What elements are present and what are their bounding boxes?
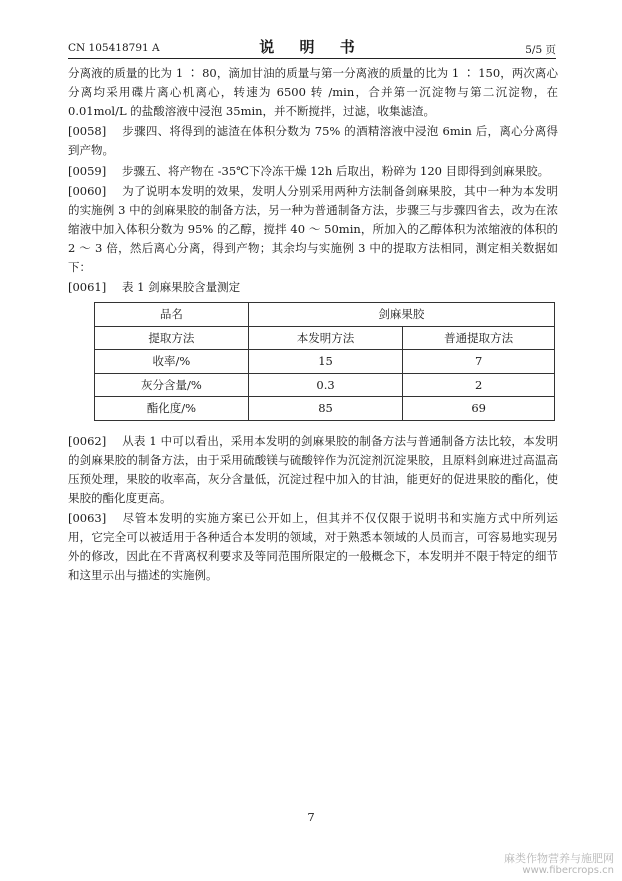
table-cell: 7 xyxy=(403,350,555,374)
page-header xyxy=(68,36,556,59)
paragraph-text: 步骤五、将产物在 -35℃下冷冻干燥 12h 后取出，粉碎为 120 目即得到剑麻果胶。 xyxy=(122,163,550,178)
page-indicator: 5/5 页 xyxy=(525,44,556,56)
table-cell: 收率/% xyxy=(95,350,249,374)
table-cell: 85 xyxy=(248,397,403,421)
paragraph-0060 xyxy=(68,182,558,277)
table-row xyxy=(95,303,555,327)
paragraph-text: 尽管本发明的实施方案已公开如上，但其并不仅仅限于说明书和实施方式中所列运用，它完全可以被适用于各种适合本发明的领域，对于熟悉本领域的人员而言，可容易地实现另外的修改，因此在不背离权利要求及等同范围所限定的一般概念下，本发明并不限于特定的细节和这里示出与描述的实施例。 xyxy=(68,511,558,582)
document-body-after-table xyxy=(68,432,558,586)
table-cell: 剑麻果胶 xyxy=(248,303,554,327)
document-body xyxy=(68,64,558,299)
table-row xyxy=(95,397,555,421)
paragraph-text: 步骤四、将得到的滤渣在体积分数为 75% 的酒精溶液中浸泡 6min 后，离心分离得到产物。 xyxy=(68,124,558,158)
paragraph-number: [0058] xyxy=(68,124,107,139)
table-cell: 灰分含量/% xyxy=(95,373,249,397)
paragraph-0063 xyxy=(68,509,558,585)
pectin-content-table xyxy=(94,302,555,421)
page-number: 7 xyxy=(307,810,315,824)
paragraph-number: [0060] xyxy=(68,184,107,199)
table-cell: 15 xyxy=(248,350,403,374)
watermark-text: 麻类作物营养与施肥网 xyxy=(504,852,614,865)
table-cell: 2 xyxy=(403,373,555,397)
document-title: 说 明 书 xyxy=(259,38,365,56)
table-row xyxy=(95,326,555,350)
table-cell: 酯化度/% xyxy=(95,397,249,421)
table-cell: 本发明方法 xyxy=(248,326,403,350)
table-cell: 普通提取方法 xyxy=(403,326,555,350)
paragraph-number: [0061] xyxy=(68,280,107,295)
table-caption: 表 1 剑麻果胶含量测定 xyxy=(122,280,241,295)
paragraph-0062 xyxy=(68,432,558,508)
paragraph-0058 xyxy=(68,122,558,160)
patent-number: CN 105418791 A xyxy=(68,42,160,54)
table-cell: 0.3 xyxy=(248,373,403,397)
paragraph-number: [0063] xyxy=(68,511,107,526)
paragraph-number: [0059] xyxy=(68,163,107,178)
table-cell: 提取方法 xyxy=(95,326,249,350)
paragraph-number: [0062] xyxy=(68,434,107,448)
watermark-url: www.fibercrops.cn xyxy=(522,865,614,876)
paragraph-continued: 分离液的质量的比为 1 ∶ 80，滴加甘油的质量与第一分离液的质量的比为 1 ∶ 150，两次离心分离均采用碟片离心机离心，转速为 6500 转 /min，合并第一沉淀物与第二沉淀物，在 0.01mol/L 的盐酸溶液中浸泡 35min，并不断搅拌，过滤，收集滤渣。 xyxy=(68,66,558,118)
paragraph-text: 为了说明本发明的效果，发明人分别采用两种方法制备剑麻果胶，其中一种为本发明的实施例 3 中的剑麻果胶的制备方法，另一种为普通制备方法，步骤三与步骤四省去，改为在浓缩液中加入体积分数为 95% 的乙醇，搅拌 40 ～ 50min，所加入的乙醇体积为浓缩液的体积的 2 ～ 3 倍，然后离心分离，得到产物；其余均与实施例 3 中的提取方法相同，测定相关数据如下： xyxy=(68,184,558,274)
table-row xyxy=(95,350,555,374)
table-row xyxy=(95,373,555,397)
table-cell: 品名 xyxy=(95,303,249,327)
paragraph-0061 xyxy=(68,278,558,297)
paragraph-text: 从表 1 中可以看出，采用本发明的剑麻果胶的制备方法与普通制备方法比较，本发明的剑麻果胶的制备方法，由于采用硫酸镁与硫酸锌作为沉淀剂沉淀果胶，且原料剑麻进过高温高压预处理，果胶的收率高，灰分含量低，沉淀过程中加入的甘油，能更好的促进果胶的酯化，使果胶的酯化度更高。 xyxy=(68,434,558,505)
paragraph-0059 xyxy=(68,162,558,181)
table-cell: 69 xyxy=(403,397,555,421)
